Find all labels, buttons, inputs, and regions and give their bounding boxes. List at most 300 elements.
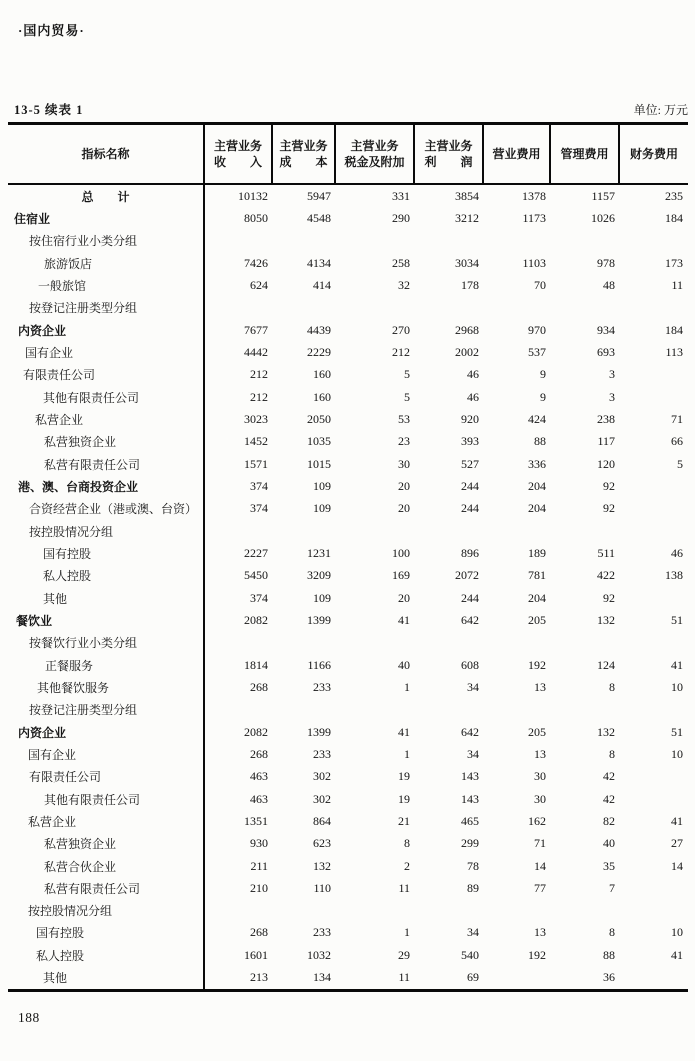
cell-value: 20 [398,590,410,605]
cell-value: 5 [404,389,410,404]
cell-value: 3212 [455,210,479,225]
row-label: 其他有限责任公司 [8,788,205,810]
cell-value: 92 [603,590,615,605]
table-row [8,609,688,631]
table-row [8,319,688,341]
cell-value: 46 [671,545,683,560]
row-label: 私营独资企业 [8,431,205,453]
table-row [8,699,688,721]
cell-value: 213 [250,970,268,985]
cell-value: 7677 [244,322,268,337]
column-header-line: 税金及附加 [344,155,405,169]
cell-value: 2082 [244,724,268,739]
row-label: 有限责任公司 [8,766,205,788]
cell-value: 8 [609,746,615,761]
cell-value: 1399 [307,724,331,739]
table-row [8,297,688,319]
row-label: 国有控股 [8,542,205,564]
cell-value: 1 [404,925,410,940]
cell-value: 290 [392,210,410,225]
row-label: 按登记注册类型分组 [8,297,205,319]
row-label: 私营有限责任公司 [8,453,205,475]
cell-value: 7 [609,880,615,895]
row-label: 内资企业 [8,721,205,743]
cell-value: 77 [534,880,546,895]
cell-value: 8 [404,836,410,851]
cell-value: 34 [467,679,479,694]
cell-value: 88 [534,434,546,449]
table-row [8,922,688,944]
cell-value: 78 [467,858,479,873]
cell-value: 192 [528,657,546,672]
cell-value: 1015 [307,456,331,471]
cell-value: 540 [461,947,479,962]
column-header-line: 财务费用 [629,146,678,161]
cell-value: 10 [671,746,683,761]
table-row [8,676,688,698]
cell-value: 1103 [522,255,546,270]
table-row [8,855,688,877]
cell-value: 920 [461,411,479,426]
cell-value: 5450 [244,568,268,583]
cell-value: 4134 [307,255,331,270]
cell-value: 41 [671,657,683,672]
column-header-main-business-profit [415,125,484,183]
cell-value: 2 [404,858,410,873]
cell-value: 36 [603,970,615,985]
cell-value: 4548 [307,210,331,225]
row-label: 按住宿行业小类分组 [8,230,205,252]
table-row [8,833,688,855]
cell-value: 8050 [244,210,268,225]
caption-row [8,98,688,118]
column-header-operating-expenses [484,125,551,183]
cell-value: 23 [398,434,410,449]
cell-value: 169 [392,568,410,583]
cell-value: 35 [603,858,615,873]
cell-value: 204 [528,478,546,493]
cell-value: 268 [250,679,268,694]
column-header-administrative-expenses [551,125,620,183]
column-header-main-business-tax-and-surcharge [336,125,415,183]
table-row [8,632,688,654]
cell-value: 1035 [307,434,331,449]
table-row [8,565,688,587]
cell-value: 46 [467,389,479,404]
cell-value: 189 [528,545,546,560]
cell-value: 204 [528,590,546,605]
cell-value: 1 [404,679,410,694]
cell-value: 82 [603,813,615,828]
cell-value: 934 [597,322,615,337]
cell-value: 302 [313,769,331,784]
cell-value: 2002 [455,344,479,359]
cell-value: 270 [392,322,410,337]
cell-value: 693 [597,344,615,359]
cell-value: 374 [250,501,268,516]
cell-value: 51 [671,724,683,739]
cell-value: 233 [313,746,331,761]
cell-value: 2050 [307,411,331,426]
cell-value: 11 [398,970,410,985]
cell-value: 5947 [307,188,331,203]
cell-value: 19 [398,791,410,806]
table-row [8,185,688,207]
cell-value: 1173 [522,210,546,225]
cell-value: 465 [461,813,479,828]
cell-value: 3209 [307,568,331,583]
cell-value: 331 [392,188,410,203]
row-label: 按控股情况分组 [8,900,205,922]
cell-value: 132 [597,724,615,739]
column-header-main-business-revenue [205,125,273,183]
row-label: 国有企业 [8,341,205,363]
cell-value: 1452 [244,434,268,449]
cell-value: 244 [461,501,479,516]
table-row [8,386,688,408]
cell-value: 120 [597,456,615,471]
table-row [8,944,688,966]
cell-value: 92 [603,478,615,493]
cell-value: 1399 [307,612,331,627]
cell-value: 11 [398,880,410,895]
table-row [8,743,688,765]
table-row [8,900,688,922]
cell-value: 930 [250,836,268,851]
row-label: 一般旅馆 [8,274,205,296]
cell-value: 10 [671,925,683,940]
cell-value: 10 [671,679,683,694]
table-row [8,230,688,252]
column-header-line: 主营业务 [424,138,473,153]
cell-value: 422 [597,568,615,583]
cell-value: 623 [313,836,331,851]
cell-value: 299 [461,836,479,851]
cell-value: 109 [313,501,331,516]
row-label: 私营有限责任公司 [8,877,205,899]
cell-value: 374 [250,478,268,493]
cell-value: 11 [671,277,683,292]
cell-value: 978 [597,255,615,270]
row-label: 私营合伙企业 [8,855,205,877]
cell-value: 5 [404,367,410,382]
cell-value: 34 [467,746,479,761]
cell-value: 51 [671,612,683,627]
cell-value: 608 [461,657,479,672]
row-label: 合资经营企业（港或澳、台资） [8,498,205,520]
column-header-line: 收 入 [213,155,262,169]
page-number: 188 [18,1010,40,1025]
table-row [8,408,688,430]
cell-value: 1157 [591,188,615,203]
row-label: 有限责任公司 [8,364,205,386]
cell-value: 511 [597,545,615,560]
cell-value: 41 [398,612,410,627]
cell-value: 117 [597,434,615,449]
cell-value: 1571 [244,456,268,471]
cell-value: 41 [671,813,683,828]
cell-value: 2968 [455,322,479,337]
cell-value: 414 [313,277,331,292]
cell-value: 41 [398,724,410,739]
row-label: 私人控股 [8,565,205,587]
cell-value: 258 [392,255,410,270]
cell-value: 1 [404,746,410,761]
cell-value: 29 [398,947,410,962]
column-header-line: 管理费用 [560,146,609,161]
cell-value: 1351 [244,813,268,828]
cell-value: 233 [313,679,331,694]
row-label: 旅游饭店 [8,252,205,274]
cell-value: 14 [671,858,683,873]
column-header-line: 成 本 [279,155,328,169]
table-row [8,274,688,296]
table-row [8,341,688,363]
table-row [8,252,688,274]
row-label: 其他 [8,587,205,609]
column-header-line: 指标名称 [81,146,130,161]
cell-value: 48 [603,277,615,292]
cell-value: 1378 [522,188,546,203]
cell-value: 20 [398,501,410,516]
cell-value: 212 [250,367,268,382]
cell-value: 132 [313,858,331,873]
cell-value: 66 [671,434,683,449]
cell-value: 53 [398,411,410,426]
cell-value: 8 [609,925,615,940]
cell-value: 138 [665,568,683,583]
cell-value: 781 [528,568,546,583]
row-label: 按餐饮行业小类分组 [8,632,205,654]
cell-value: 30 [534,769,546,784]
cell-value: 21 [398,813,410,828]
row-label: 私营企业 [8,810,205,832]
cell-value: 143 [461,769,479,784]
cell-value: 20 [398,478,410,493]
cell-value: 178 [461,277,479,292]
cell-value: 192 [528,947,546,962]
cell-value: 132 [597,612,615,627]
column-header-line: 利 润 [424,155,473,169]
cell-value: 642 [461,612,479,627]
cell-value: 463 [250,769,268,784]
cell-value: 100 [392,545,410,560]
table-row [8,475,688,497]
row-label: 国有控股 [8,922,205,944]
cell-value: 4439 [307,322,331,337]
cell-value: 2082 [244,612,268,627]
cell-value: 374 [250,590,268,605]
row-label: 私营独资企业 [8,833,205,855]
cell-value: 2229 [307,344,331,359]
row-label: 其他有限责任公司 [8,386,205,408]
row-label: 总 计 [8,185,205,207]
cell-value: 113 [665,344,683,359]
table-row [8,453,688,475]
cell-value: 642 [461,724,479,739]
cell-value: 1814 [244,657,268,672]
table-row [8,498,688,520]
table-row [8,431,688,453]
column-header-line: 主营业务 [213,138,262,153]
cell-value: 71 [534,836,546,851]
cell-value: 211 [250,858,268,873]
cell-value: 970 [528,322,546,337]
cell-value: 69 [467,970,479,985]
cell-value: 238 [597,411,615,426]
table-row [8,587,688,609]
cell-value: 89 [467,880,479,895]
cell-value: 302 [313,791,331,806]
cell-value: 70 [534,277,546,292]
cell-value: 336 [528,456,546,471]
column-header-indicator-name [8,125,205,183]
cell-value: 160 [313,367,331,382]
table-row [8,810,688,832]
cell-value: 1166 [307,657,331,672]
cell-value: 244 [461,478,479,493]
table-row [8,364,688,386]
cell-value: 235 [665,188,683,203]
cell-value: 173 [665,255,683,270]
row-label: 私人控股 [8,944,205,966]
table-row [8,788,688,810]
cell-value: 5 [677,456,683,471]
row-label: 住宿业 [8,207,205,229]
cell-value: 205 [528,612,546,627]
cell-value: 896 [461,545,479,560]
row-label: 按登记注册类型分组 [8,699,205,721]
row-label: 正餐服务 [8,654,205,676]
cell-value: 42 [603,791,615,806]
table-row [8,966,688,988]
table-row [8,766,688,788]
cell-value: 212 [392,344,410,359]
table-row [8,654,688,676]
cell-value: 268 [250,746,268,761]
cell-value: 2227 [244,545,268,560]
column-header-line: 主营业务 [350,138,399,153]
row-label: 按控股情况分组 [8,520,205,542]
cell-value: 204 [528,501,546,516]
cell-value: 27 [671,836,683,851]
unit-label: 单位: 万元 [633,103,688,117]
cell-value: 1032 [307,947,331,962]
row-label: 餐饮业 [8,609,205,631]
table-row [8,207,688,229]
table-header-row [8,125,688,185]
column-header-financial-expenses [620,125,688,183]
cell-value: 424 [528,411,546,426]
cell-value: 13 [534,679,546,694]
cell-value: 134 [313,970,331,985]
cell-value: 92 [603,501,615,516]
cell-value: 30 [534,791,546,806]
cell-value: 9 [540,389,546,404]
cell-value: 463 [250,791,268,806]
cell-value: 41 [671,947,683,962]
cell-value: 42 [603,769,615,784]
cell-value: 14 [534,858,546,873]
table-row [8,877,688,899]
cell-value: 109 [313,478,331,493]
cell-value: 40 [398,657,410,672]
column-header-line: 营业费用 [492,146,541,161]
cell-value: 393 [461,434,479,449]
cell-value: 13 [534,925,546,940]
cell-value: 212 [250,389,268,404]
cell-value: 3023 [244,411,268,426]
cell-value: 1231 [307,545,331,560]
cell-value: 88 [603,947,615,962]
cell-value: 3 [609,389,615,404]
table-row [8,721,688,743]
cell-value: 3854 [455,188,479,203]
row-label: 内资企业 [8,319,205,341]
cell-value: 109 [313,590,331,605]
row-label: 私营企业 [8,408,205,430]
table-body [8,185,688,989]
cell-value: 71 [671,411,683,426]
cell-value: 8 [609,679,615,694]
cell-value: 184 [665,322,683,337]
table-row [8,520,688,542]
cell-value: 624 [250,277,268,292]
cell-value: 864 [313,813,331,828]
cell-value: 9 [540,367,546,382]
cell-value: 162 [528,813,546,828]
cell-value: 3034 [455,255,479,270]
cell-value: 233 [313,925,331,940]
cell-value: 1026 [591,210,615,225]
cell-value: 244 [461,590,479,605]
cell-value: 7426 [244,255,268,270]
cell-value: 184 [665,210,683,225]
cell-value: 30 [398,456,410,471]
cell-value: 2072 [455,568,479,583]
cell-value: 3 [609,367,615,382]
cell-value: 13 [534,746,546,761]
table-caption: 13-5 续表 1 [14,103,84,117]
stats-table [8,122,688,992]
table-row [8,542,688,564]
cell-value: 205 [528,724,546,739]
cell-value: 537 [528,344,546,359]
cell-value: 124 [597,657,615,672]
cell-value: 4442 [244,344,268,359]
cell-value: 40 [603,836,615,851]
cell-value: 110 [313,880,331,895]
cell-value: 10132 [238,188,268,203]
column-header-line: 主营业务 [279,138,328,153]
row-label: 港、澳、台商投资企业 [8,475,205,497]
cell-value: 210 [250,880,268,895]
column-header-main-business-cost [273,125,336,183]
cell-value: 143 [461,791,479,806]
row-label: 其他餐饮服务 [8,676,205,698]
cell-value: 268 [250,925,268,940]
cell-value: 34 [467,925,479,940]
row-label: 其他 [8,966,205,988]
cell-value: 19 [398,769,410,784]
cell-value: 527 [461,456,479,471]
cell-value: 1601 [244,947,268,962]
cell-value: 160 [313,389,331,404]
cell-value: 46 [467,367,479,382]
section-header: ·国内贸易· [18,23,85,38]
cell-value: 32 [398,277,410,292]
row-label: 国有企业 [8,743,205,765]
